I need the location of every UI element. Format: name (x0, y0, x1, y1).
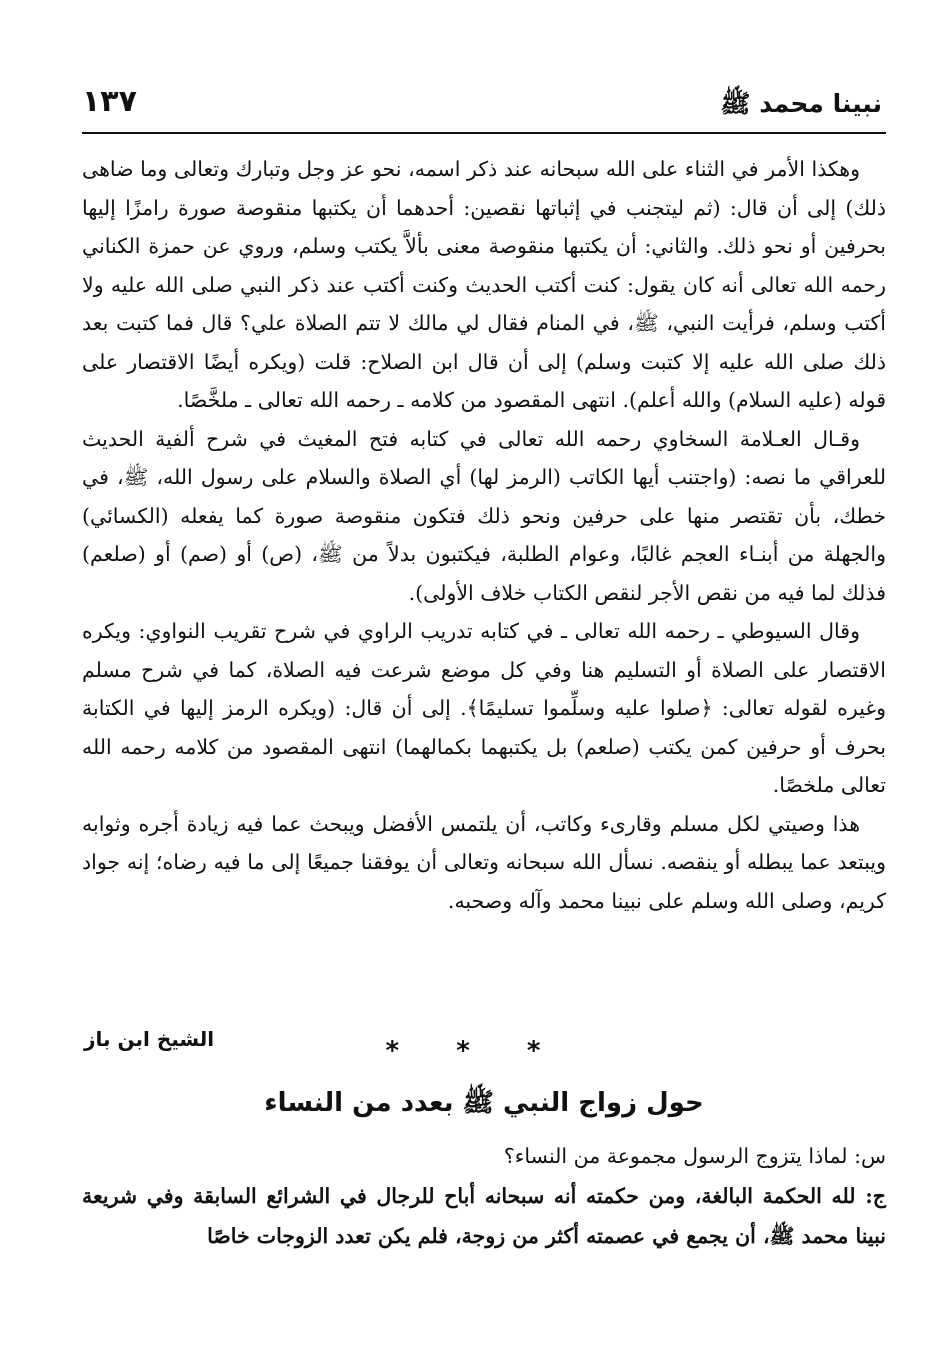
running-header (82, 82, 882, 130)
question-answer (82, 1136, 886, 1256)
running-title: نبينا محمد ﷺ (720, 89, 882, 118)
paragraph-2: وقـال العـلامة السخاوي رحمه الله تعالى في كتابه فتح المغيث في شرح ألفية الحديث للعراقي ما نصه: (واجتنب أيها الكاتب (الرمز لها) أي الصلاة والسلام على رسول الله، ﷺ، في خطك، بأن تقتصر منها على حرفين ونحو ذلك فتكون منقوصة صورة كما يفعله (الكسائي) والجهلة من أبنـاء العجم غالبًا، وعوام الطلبة، فيكتبون بدلاً من ﷺ، (ص) أو (صم) أو (صلعم) فذلك لما فيه من نقص الأجر لنقص الكتاب خلاف الأولى). (82, 426, 886, 605)
section-separator: * * * (385, 1036, 565, 1066)
section-title: حول زواج النبي ﷺ بعدد من النساء (264, 1088, 704, 1118)
paragraph-4: هذا وصيتي لكل مسلم وقارىء وكاتب، أن يلتمس الأفضل ويبحث عما فيه زيادة أجره وثوابه ويبتعد عما يبطله أو ينقصه. نسأل الله سبحانه وتعالى أن يوفقنا جميعًا إلى ما فيه رضاه؛ إنه جواد كريم، وصلى الله وسلم على نبينا محمد وآله وصحبه. (82, 811, 886, 913)
answer: ج: لله الحكمة البالغة، ومن حكمته أنه سبحانه أباح للرجال في الشرائع السابقة وفي شريعة نبينا محمد ﷺ، أن يجمع في عصمته أكثر من زوجة، فلم يكن تعدد الزوجات خاصًا (82, 1184, 886, 1248)
author-signature: الشيخ ابن باز (84, 1027, 215, 1051)
page-number: ١٣٧ (82, 84, 137, 119)
question: س: لماذا يتزوج الرسول مجموعة من النساء؟ (503, 1144, 886, 1168)
header-rule (82, 132, 886, 134)
paragraph-1: وهكذا الأمر في الثناء على الله سبحانه عند ذكر اسمه، نحو عز وجل وتبارك وتعالى وما ضاهى ذلك) إلى أن قال: (ثم ليتجنب في إثباتها نقصين: أحدهما أن يكتبها منقوصة صورة رامزًا إليها بحرفين أو نحو ذلك. والثاني: أن يكتبها منقوصة معنى بألاَّ يكتب وسلم، وروي عن حمزة الكناني رحمه الله تعالى أنه كان يقول: كنت أكتب الحديث وكنت أكتب عند ذكر النبي صلى الله عليه ولا أكتب وسلم، فرأيت النبي، ﷺ، في المنام فقال لي مالك لا تتم الصلاة علي؟ قال فما كتبت بعد ذلك صلى الله عليه إلا كتبت وسلم) إلى أن قال ابن الصلاح: قلت (ويكره أيضًا الاقتصار على قوله (عليه السلام) والله أعلم). انتهى المقصود من كلامه ـ رحمه الله تعالى ـ ملخَّصًا. (82, 157, 886, 412)
main-text (82, 150, 886, 920)
paragraph-3: وقال السيوطي ـ رحمه الله تعالى ـ في كتابه تدريب الراوي في شرح تقريب النواوي: ويكره الاقتصار على الصلاة أو التسليم هنا وفي كل موضع شرعت فيه الصلاة، كما في شرح مسلم وغيره لقوله تعالى: ﴿صلوا عليه وسلِّموا تسليمًا﴾. إلى أن قال: (ويكره الرمز إليها في الكتابة بحرف أو حرفين كمن يكتب (صلعم) بل يكتبهما بكمالهما) انتهى المقصود من كلامه رحمه الله تعالى ملخصًا. (82, 619, 886, 797)
